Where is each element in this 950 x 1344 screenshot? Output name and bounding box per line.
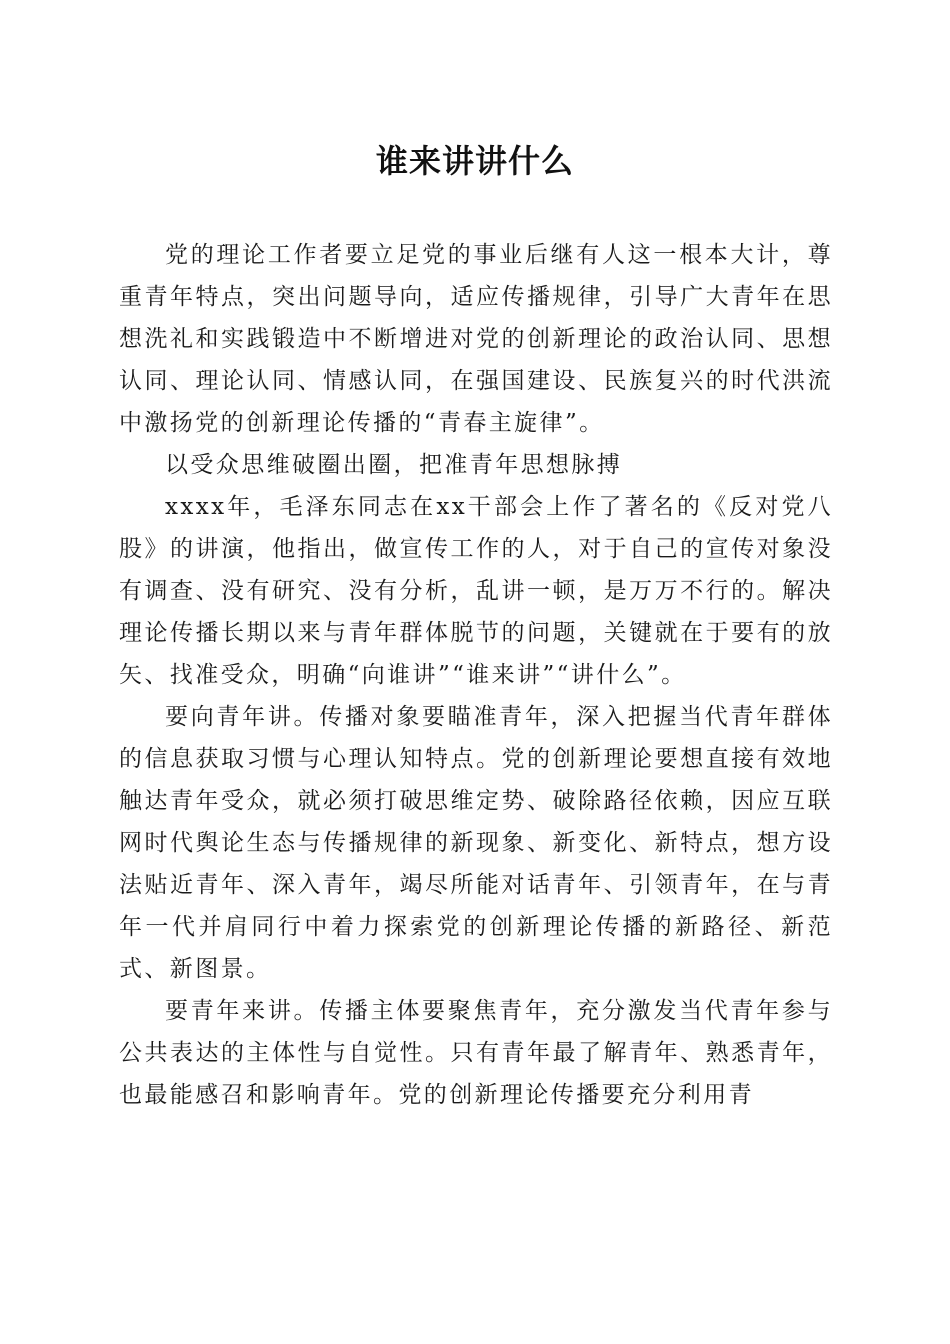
paragraph-history: xxxx年，毛泽东同志在xx干部会上作了著名的《反对党八股》的讲演，他指出，做宣传工作的人，对于自己的宣传对象没有调查、没有研究、没有分析，乱讲一顿，是万万不行的。解决理论传播长期以来与青年群体脱节的问题，关键就在于要有的放矢、找准受众，明确“向谁讲”“谁来讲”“讲什么”。 [119, 494, 833, 688]
paragraph-youth-speak: 要青年来讲。传播主体要聚焦青年，充分激发当代青年参与公共表达的主体性与自觉性。只有青年最了解青年、熟悉青年，也最能感召和影响青年。党的创新理论传播要充分利用青 [119, 998, 833, 1108]
document-title: 谁来讲讲什么 [375, 142, 574, 180]
paragraph-speak-to-youth: 要向青年讲。传播对象要瞄准青年，深入把握当代青年群体的信息获取习惯与心理认知特点。党的创新理论要想直接有效地触达青年受众，就必须打破思维定势、破除路径依赖，因应互联网时代舆论生态与传播规律的新现象、新变化、新特点，想方设法贴近青年、深入青年，竭尽所能对话青年、引领青年，在与青年一代并肩同行中着力探索党的创新理论传播的新路径、新范式、新图景。 [119, 704, 833, 982]
document-body [119, 234, 833, 1116]
section-heading: 以受众思维破圈出圈，把准青年思想脉搏 [165, 452, 623, 478]
paragraph-intro: 党的理论工作者要立足党的事业后继有人这一根本大计，尊重青年特点，突出问题导向，适应传播规律，引导广大青年在思想洗礼和实践锻造中不断增进对党的创新理论的政治认同、思想认同、理论认同、情感认同，在强国建设、民族复兴的时代洪流中激扬党的创新理论传播的“青春主旋律”。 [119, 242, 833, 436]
